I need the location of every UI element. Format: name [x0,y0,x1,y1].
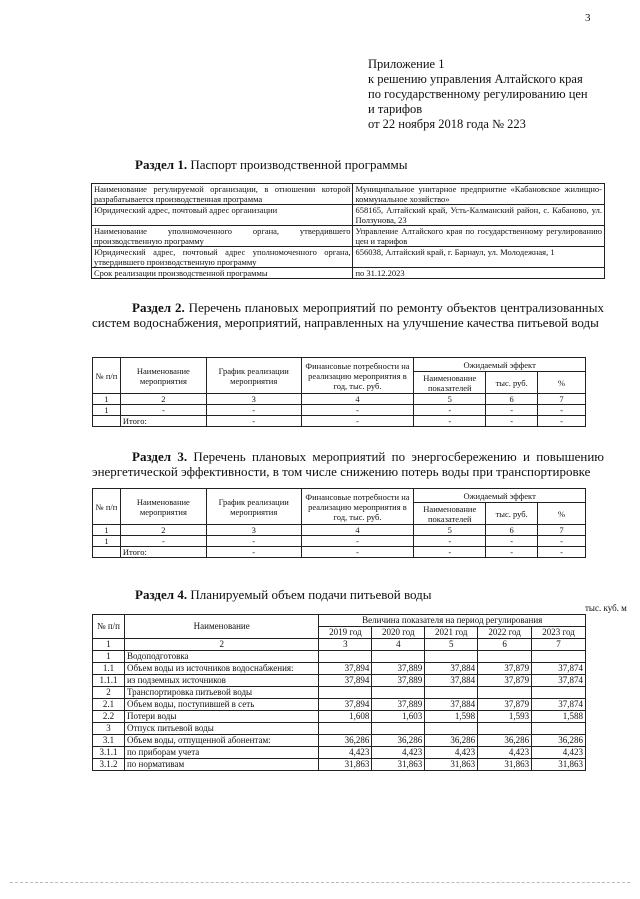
col-effect-header: Ожидаемый эффект [414,358,586,372]
table-cell: - [414,416,486,427]
table-row [93,735,586,747]
year-value: 36,286 [319,735,372,747]
year-value [372,723,425,735]
column-number-row [93,525,586,536]
section1-title: Паспорт производственной программы [187,157,408,172]
passport-name: Наименование регулируемой организации, в отношении которой разрабатывается производственная программа [92,184,353,205]
table-cell: - [486,405,538,416]
row-name: Водоподготовка [124,651,319,663]
col-effect-name-header: Наименование показателей [414,503,486,525]
col-num-header: № п/п [93,489,121,525]
column-number: 3 [206,525,301,536]
table-cell: - [538,547,586,558]
year-value: 36,286 [478,735,532,747]
year-value [532,723,586,735]
col-schedule-header: График реализации мероприятия [206,358,301,394]
year-value: 37,879 [478,699,532,711]
year-header: 2021 год [425,627,478,639]
table-row [93,723,586,735]
year-value: 1,608 [319,711,372,723]
section4-label: Раздел 4. [135,587,188,602]
column-number: 3 [319,639,372,651]
year-value: 1,603 [372,711,425,723]
year-header: 2023 год [532,627,586,639]
year-value: 37,889 [372,699,425,711]
year-value: 37,894 [319,675,372,687]
year-value: 31,863 [425,759,478,771]
year-value: 36,286 [532,735,586,747]
period-header: Величина показателя на период регулирования [319,615,586,627]
row-name: по нормативам [124,759,319,771]
passport-name: Наименование уполномоченного органа, утвердившего производственную программу [92,226,353,247]
year-value: 37,889 [372,663,425,675]
column-number: 1 [93,394,121,405]
row-name: Транспортировка питьевой воды [124,687,319,699]
table-header-row [93,358,586,372]
year-header: 2022 год [478,627,532,639]
row-name: по приборам учета [124,747,319,759]
table-row [93,711,586,723]
passport-value: 658165, Алтайский край, Усть-Калманский район, с. Кабаново, ул. Ползунова, 23 [353,205,605,226]
year-value: 1,598 [425,711,478,723]
appendix-line: к решению управления Алтайского края [368,72,583,86]
column-number: 2 [120,525,206,536]
year-header: 2019 год [319,627,372,639]
row-name: Объем воды, отпущенной абонентам: [124,735,319,747]
table-cell: - [301,416,414,427]
table-cell: - [414,547,486,558]
year-value: 37,874 [532,675,586,687]
row-number: 3.1.1 [93,747,125,759]
col-name-header: Наименование [124,615,319,639]
table-row [93,663,586,675]
row-name: Потери воды [124,711,319,723]
year-value: 37,884 [425,699,478,711]
appendix-line: Приложение 1 [368,57,445,71]
col-finance-header: Финансовые потребности на реализацию мероприятия в год, тыс. руб. [301,489,414,525]
row-name: из подземных источников [124,675,319,687]
year-value: 4,423 [478,747,532,759]
table-cell: - [206,536,301,547]
column-number-row [93,394,586,405]
section4-heading [135,587,432,603]
column-number: 2 [120,394,206,405]
column-number: 7 [532,639,586,651]
col-num-header: № п/п [93,615,125,639]
year-value: 31,863 [319,759,372,771]
table-cell: - [120,405,206,416]
column-number: 2 [124,639,319,651]
year-value: 37,889 [372,675,425,687]
table-row [93,759,586,771]
table-cell: - [486,547,538,558]
table-row [93,536,586,547]
page-number: 3 [585,12,591,24]
table-cell: - [486,536,538,547]
table-row [93,675,586,687]
appendix-line: по государственному регулированию цен [368,87,588,101]
column-number: 6 [486,525,538,536]
year-value: 1,588 [532,711,586,723]
year-value [372,651,425,663]
volume-rows [93,651,586,771]
column-number: 6 [486,394,538,405]
table-cell: - [538,416,586,427]
year-value [532,651,586,663]
appendix-line: и тарифов [368,102,423,116]
total-label: Итого: [120,416,206,427]
year-value: 37,874 [532,699,586,711]
year-value: 36,286 [372,735,425,747]
column-number: 5 [414,525,486,536]
section3-title: Перечень плановых мероприятий по энергосбережению и повышению энергетической эффективности, в том числе снижению потерь воды при транспортировке [92,449,604,479]
column-number: 4 [301,394,414,405]
column-number: 5 [425,639,478,651]
passport-value: Муниципальное унитарное предприятие «Кабановское жилищно-коммунальное хозяйство» [353,184,605,205]
column-number-row [93,639,586,651]
year-value: 37,894 [319,663,372,675]
year-value: 37,894 [319,699,372,711]
total-row [93,416,586,427]
year-value: 37,879 [478,663,532,675]
appendix-line: от 22 ноября 2018 года № 223 [368,117,526,131]
table-cell: - [538,405,586,416]
passport-value: 656038, Алтайский край, г. Барнаул, ул. Молодежная, 1 [353,247,605,268]
col-num-header: № п/п [93,358,121,394]
year-value: 37,884 [425,675,478,687]
year-value [425,651,478,663]
passport-name: Юридический адрес, почтовый адрес уполномоченного органа, утвердившего производственную программу [92,247,353,268]
column-number: 6 [478,639,532,651]
column-number: 7 [538,525,586,536]
table-cell: - [206,416,301,427]
table-row [92,247,605,268]
column-number: 1 [93,639,125,651]
section3-heading [92,449,604,479]
row-number: 2.2 [93,711,125,723]
table-cell: - [301,547,414,558]
row-number: 3.1.2 [93,759,125,771]
year-value: 37,879 [478,675,532,687]
year-value: 36,286 [425,735,478,747]
table-header-row [93,615,586,627]
water-volume-table [92,614,586,771]
row-number: 2 [93,687,125,699]
row-name: Отпуск питьевой воды [124,723,319,735]
column-number: 1 [93,525,121,536]
col-effect-pct-header: % [538,372,586,394]
year-value: 31,863 [532,759,586,771]
page-bottom-divider [10,882,630,883]
units-label: тыс. куб. м [585,603,627,613]
year-value: 31,863 [478,759,532,771]
col-effect-rub-header: тыс. руб. [486,372,538,394]
total-label: Итого: [120,547,206,558]
year-header: 2020 год [372,627,425,639]
table-row [93,699,586,711]
col-effect-rub-header: тыс. руб. [486,503,538,525]
passport-name: Срок реализации производственной программы [92,268,353,279]
passport-table [91,183,605,279]
table-cell: - [538,536,586,547]
year-value: 4,423 [372,747,425,759]
column-number: 5 [414,394,486,405]
table-cell: 1 [93,536,121,547]
table-cell: 1 [93,405,121,416]
column-number: 4 [372,639,425,651]
table-row [92,184,605,205]
table-cell: - [414,536,486,547]
row-number: 1.1.1 [93,675,125,687]
table-row [92,268,605,279]
table-row [93,651,586,663]
col-effect-header: Ожидаемый эффект [414,489,586,503]
year-value [478,687,532,699]
year-value [319,723,372,735]
column-number: 3 [206,394,301,405]
year-value [478,651,532,663]
row-number: 1 [93,651,125,663]
table-row [93,405,586,416]
col-name-header: Наименование мероприятия [120,358,206,394]
row-number: 2.1 [93,699,125,711]
year-value [425,687,478,699]
year-value [425,723,478,735]
col-name-header: Наименование мероприятия [120,489,206,525]
year-value: 1,593 [478,711,532,723]
table-row [92,205,605,226]
row-number: 1.1 [93,663,125,675]
table-cell: - [206,547,301,558]
year-value: 31,863 [372,759,425,771]
col-finance-header: Финансовые потребности на реализацию мероприятия в год, тыс. руб. [301,358,414,394]
col-schedule-header: График реализации мероприятия [206,489,301,525]
col-effect-pct-header: % [538,503,586,525]
table-header-row [93,489,586,503]
table-row [93,747,586,759]
passport-value: по 31.12.2023 [353,268,605,279]
year-value [319,687,372,699]
table-row [92,226,605,247]
year-value [478,723,532,735]
repair-measures-table [92,357,586,427]
section2-label: Раздел 2. [132,300,185,315]
year-value [532,687,586,699]
energy-measures-table [92,488,586,558]
year-value: 37,874 [532,663,586,675]
year-value: 4,423 [532,747,586,759]
column-number: 4 [301,525,414,536]
appendix-block [368,57,588,132]
table-cell: - [414,405,486,416]
year-value: 4,423 [319,747,372,759]
row-name: Объем воды из источников водоснабжения: [124,663,319,675]
section1-label: Раздел 1. [135,157,188,172]
passport-value: Управление Алтайского края по государственному регулированию цен и тарифов [353,226,605,247]
section3-label: Раздел 3. [132,449,188,464]
section2-heading [92,300,604,330]
section2-title: Перечень плановых мероприятий по ремонту объектов централизованных систем водоснабжения, мероприятий, направленных на улучшение качества питьевой воды [92,300,604,330]
row-number: 3 [93,723,125,735]
passport-name: Юридический адрес, почтовый адрес организации [92,205,353,226]
total-row [93,547,586,558]
year-value: 37,884 [425,663,478,675]
table-cell: - [120,536,206,547]
table-cell: - [206,405,301,416]
section4-title: Планируемый объем подачи питьевой воды [187,587,432,602]
col-effect-name-header: Наименование показателей [414,372,486,394]
year-value [372,687,425,699]
table-cell: - [486,416,538,427]
table-row [93,687,586,699]
section1-heading [135,157,407,173]
column-number: 7 [538,394,586,405]
table-cell: - [301,536,414,547]
row-name: Объем воды, поступившей в сеть [124,699,319,711]
year-value [319,651,372,663]
row-number: 3.1 [93,735,125,747]
table-cell: - [301,405,414,416]
year-value: 4,423 [425,747,478,759]
